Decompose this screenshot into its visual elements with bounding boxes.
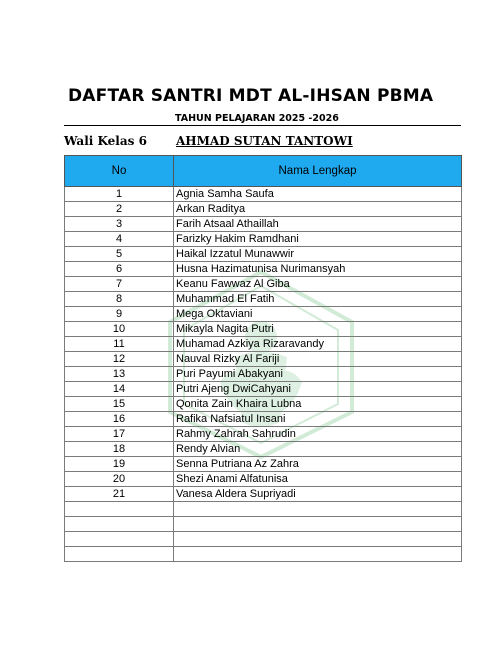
- column-header-no: No: [65, 156, 174, 187]
- row-number: 10: [65, 322, 174, 337]
- row-number: 2: [65, 202, 174, 217]
- page-title: DAFTAR SANTRI MDT AL-IHSAN PBMA: [68, 86, 434, 106]
- row-number: [65, 517, 174, 532]
- academic-year: TAHUN PELAJARAN 2025 -2026: [175, 113, 339, 124]
- student-name: Agnia Samha Saufa: [174, 187, 462, 202]
- table-row: [65, 307, 462, 322]
- table-row: [65, 247, 462, 262]
- table-body: [65, 187, 462, 562]
- header-divider: [64, 125, 461, 126]
- table-row: [65, 277, 462, 292]
- student-name: Nauval Rizky Al Fariji: [174, 352, 462, 367]
- student-name: [174, 517, 462, 532]
- table-row: [65, 382, 462, 397]
- row-number: 7: [65, 277, 174, 292]
- column-header-name: Nama Lengkap: [174, 156, 462, 187]
- student-name: [174, 532, 462, 547]
- row-number: [65, 532, 174, 547]
- table-row: [65, 232, 462, 247]
- student-name: Mega Oktaviani: [174, 307, 462, 322]
- student-name: Vanesa Aldera Supriyadi: [174, 487, 462, 502]
- student-name: Qonita Zain Khaira Lubna: [174, 397, 462, 412]
- table-row: [65, 412, 462, 427]
- table-row: [65, 532, 462, 547]
- homeroom-label: Wali Kelas 6: [64, 134, 147, 148]
- student-name: Keanu Fawwaz Al Giba: [174, 277, 462, 292]
- student-roster-table: [64, 155, 462, 562]
- student-name: Shezi Anami Alfatunisa: [174, 472, 462, 487]
- student-name: Farizky Hakim Ramdhani: [174, 232, 462, 247]
- table-header-row: [65, 156, 462, 187]
- table-row: [65, 547, 462, 562]
- row-number: 19: [65, 457, 174, 472]
- student-name: Mikayla Nagita Putri: [174, 322, 462, 337]
- row-number: 6: [65, 262, 174, 277]
- table-row: [65, 322, 462, 337]
- row-number: 11: [65, 337, 174, 352]
- row-number: 1: [65, 187, 174, 202]
- row-number: 5: [65, 247, 174, 262]
- table-row: [65, 292, 462, 307]
- student-name: Senna Putriana Az Zahra: [174, 457, 462, 472]
- student-name: Muhamad Azkiya Rizaravandy: [174, 337, 462, 352]
- table-row: [65, 367, 462, 382]
- table-row: [65, 352, 462, 367]
- table-row: [65, 397, 462, 412]
- row-number: 15: [65, 397, 174, 412]
- row-number: 21: [65, 487, 174, 502]
- student-name: Farih Atsaal Athaillah: [174, 217, 462, 232]
- row-number: 4: [65, 232, 174, 247]
- student-name: Haikal Izzatul Munawwir: [174, 247, 462, 262]
- row-number: 9: [65, 307, 174, 322]
- table-row: [65, 517, 462, 532]
- row-number: 13: [65, 367, 174, 382]
- student-name: Putri Ajeng DwiCahyani: [174, 382, 462, 397]
- row-number: [65, 502, 174, 517]
- student-name: Puri Payumi Abakyani: [174, 367, 462, 382]
- student-name: [174, 547, 462, 562]
- row-number: 14: [65, 382, 174, 397]
- student-name: Rahmy Zahrah Sahrudin: [174, 427, 462, 442]
- row-number: 8: [65, 292, 174, 307]
- row-number: 16: [65, 412, 174, 427]
- table-row: [65, 187, 462, 202]
- row-number: 17: [65, 427, 174, 442]
- homeroom-teacher-name: AHMAD SUTAN TANTOWI: [176, 134, 353, 148]
- table-row: [65, 337, 462, 352]
- row-number: [65, 547, 174, 562]
- row-number: 18: [65, 442, 174, 457]
- table-row: [65, 427, 462, 442]
- table-row: [65, 442, 462, 457]
- student-name: Arkan Raditya: [174, 202, 462, 217]
- table-row: [65, 487, 462, 502]
- table-row: [65, 217, 462, 232]
- table-row: [65, 202, 462, 217]
- student-name: Rendy Alvian: [174, 442, 462, 457]
- student-name: Husna Hazimatunisa Nurimansyah: [174, 262, 462, 277]
- table-row: [65, 472, 462, 487]
- student-name: Rafika Nafsiatul Insani: [174, 412, 462, 427]
- row-number: 20: [65, 472, 174, 487]
- row-number: 12: [65, 352, 174, 367]
- table-row: [65, 457, 462, 472]
- student-name: [174, 502, 462, 517]
- row-number: 3: [65, 217, 174, 232]
- table-row: [65, 502, 462, 517]
- table-row: [65, 262, 462, 277]
- student-name: Muhammad El Fatih: [174, 292, 462, 307]
